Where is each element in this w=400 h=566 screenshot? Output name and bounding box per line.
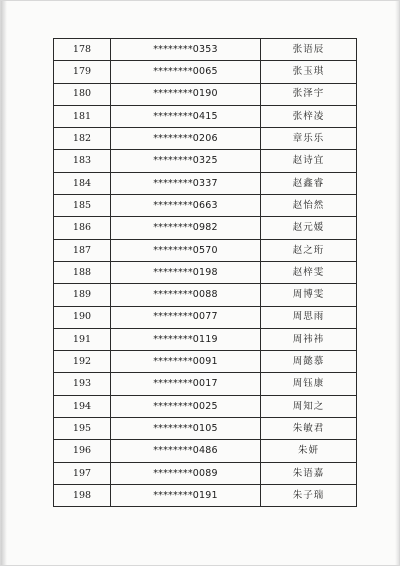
student-name-cell: 朱敏君 bbox=[261, 418, 357, 440]
masked-id-cell: ********0091 bbox=[111, 351, 261, 373]
row-number-cell: 195 bbox=[54, 418, 111, 440]
student-name-cell: 周知之 bbox=[261, 395, 357, 417]
row-number-cell: 191 bbox=[54, 328, 111, 350]
table-row bbox=[54, 395, 357, 417]
masked-id-cell: ********0198 bbox=[111, 261, 261, 283]
masked-id-cell: ********0206 bbox=[111, 128, 261, 150]
table-row bbox=[54, 328, 357, 350]
row-number-cell: 183 bbox=[54, 150, 111, 172]
row-number-cell: 190 bbox=[54, 306, 111, 328]
row-number-cell: 186 bbox=[54, 217, 111, 239]
scan-edge-shadow-left bbox=[1, 1, 7, 565]
table-row bbox=[54, 239, 357, 261]
row-number-cell: 196 bbox=[54, 440, 111, 462]
table-row bbox=[54, 172, 357, 194]
student-name-cell: 周祎祎 bbox=[261, 328, 357, 350]
masked-id-cell: ********0337 bbox=[111, 172, 261, 194]
masked-id-cell: ********0105 bbox=[111, 418, 261, 440]
masked-id-cell: ********0190 bbox=[111, 83, 261, 105]
table-row bbox=[54, 195, 357, 217]
student-name-cell: 赵鑫睿 bbox=[261, 172, 357, 194]
student-name-cell: 朱语嘉 bbox=[261, 462, 357, 484]
row-number-cell: 181 bbox=[54, 105, 111, 127]
student-name-cell: 周钰康 bbox=[261, 373, 357, 395]
student-name-cell: 赵梓雯 bbox=[261, 261, 357, 283]
table-row bbox=[54, 484, 357, 506]
masked-id-cell: ********0017 bbox=[111, 373, 261, 395]
table-row bbox=[54, 83, 357, 105]
student-name-cell: 周思雨 bbox=[261, 306, 357, 328]
masked-id-cell: ********0191 bbox=[111, 484, 261, 506]
masked-id-cell: ********0077 bbox=[111, 306, 261, 328]
masked-id-cell: ********0353 bbox=[111, 39, 261, 61]
masked-id-cell: ********0025 bbox=[111, 395, 261, 417]
row-number-cell: 180 bbox=[54, 83, 111, 105]
student-name-cell: 朱妍 bbox=[261, 440, 357, 462]
scan-edge-shadow-right bbox=[395, 1, 399, 565]
row-number-cell: 179 bbox=[54, 61, 111, 83]
masked-id-cell: ********0982 bbox=[111, 217, 261, 239]
row-number-cell: 178 bbox=[54, 39, 111, 61]
row-number-cell: 192 bbox=[54, 351, 111, 373]
student-name-cell: 赵诗宜 bbox=[261, 150, 357, 172]
student-name-cell: 赵之珩 bbox=[261, 239, 357, 261]
row-number-cell: 193 bbox=[54, 373, 111, 395]
student-name-cell: 周博雯 bbox=[261, 284, 357, 306]
masked-id-cell: ********0119 bbox=[111, 328, 261, 350]
student-name-cell: 张梓凌 bbox=[261, 105, 357, 127]
row-number-cell: 189 bbox=[54, 284, 111, 306]
masked-id-cell: ********0570 bbox=[111, 239, 261, 261]
table-row bbox=[54, 373, 357, 395]
roster-table bbox=[53, 38, 357, 507]
roster-table-body bbox=[54, 39, 357, 507]
table-row bbox=[54, 150, 357, 172]
table-row bbox=[54, 440, 357, 462]
masked-id-cell: ********0415 bbox=[111, 105, 261, 127]
masked-id-cell: ********0065 bbox=[111, 61, 261, 83]
masked-id-cell: ********0325 bbox=[111, 150, 261, 172]
student-name-cell: 章乐乐 bbox=[261, 128, 357, 150]
table-row bbox=[54, 39, 357, 61]
table-row bbox=[54, 306, 357, 328]
masked-id-cell: ********0663 bbox=[111, 195, 261, 217]
student-name-cell: 朱子瑞 bbox=[261, 484, 357, 506]
table-row bbox=[54, 462, 357, 484]
table-row bbox=[54, 61, 357, 83]
row-number-cell: 188 bbox=[54, 261, 111, 283]
student-name-cell: 赵元媛 bbox=[261, 217, 357, 239]
table-row bbox=[54, 284, 357, 306]
student-name-cell: 张泽宇 bbox=[261, 83, 357, 105]
table-row bbox=[54, 217, 357, 239]
table-row bbox=[54, 105, 357, 127]
table-row bbox=[54, 351, 357, 373]
row-number-cell: 185 bbox=[54, 195, 111, 217]
table-row bbox=[54, 128, 357, 150]
row-number-cell: 182 bbox=[54, 128, 111, 150]
student-name-cell: 张玉琪 bbox=[261, 61, 357, 83]
masked-id-cell: ********0089 bbox=[111, 462, 261, 484]
row-number-cell: 187 bbox=[54, 239, 111, 261]
row-number-cell: 197 bbox=[54, 462, 111, 484]
row-number-cell: 198 bbox=[54, 484, 111, 506]
masked-id-cell: ********0486 bbox=[111, 440, 261, 462]
student-name-cell: 张语辰 bbox=[261, 39, 357, 61]
student-name-cell: 赵怡然 bbox=[261, 195, 357, 217]
row-number-cell: 194 bbox=[54, 395, 111, 417]
table-row bbox=[54, 418, 357, 440]
masked-id-cell: ********0088 bbox=[111, 284, 261, 306]
table-row bbox=[54, 261, 357, 283]
row-number-cell: 184 bbox=[54, 172, 111, 194]
student-name-cell: 周懿慕 bbox=[261, 351, 357, 373]
